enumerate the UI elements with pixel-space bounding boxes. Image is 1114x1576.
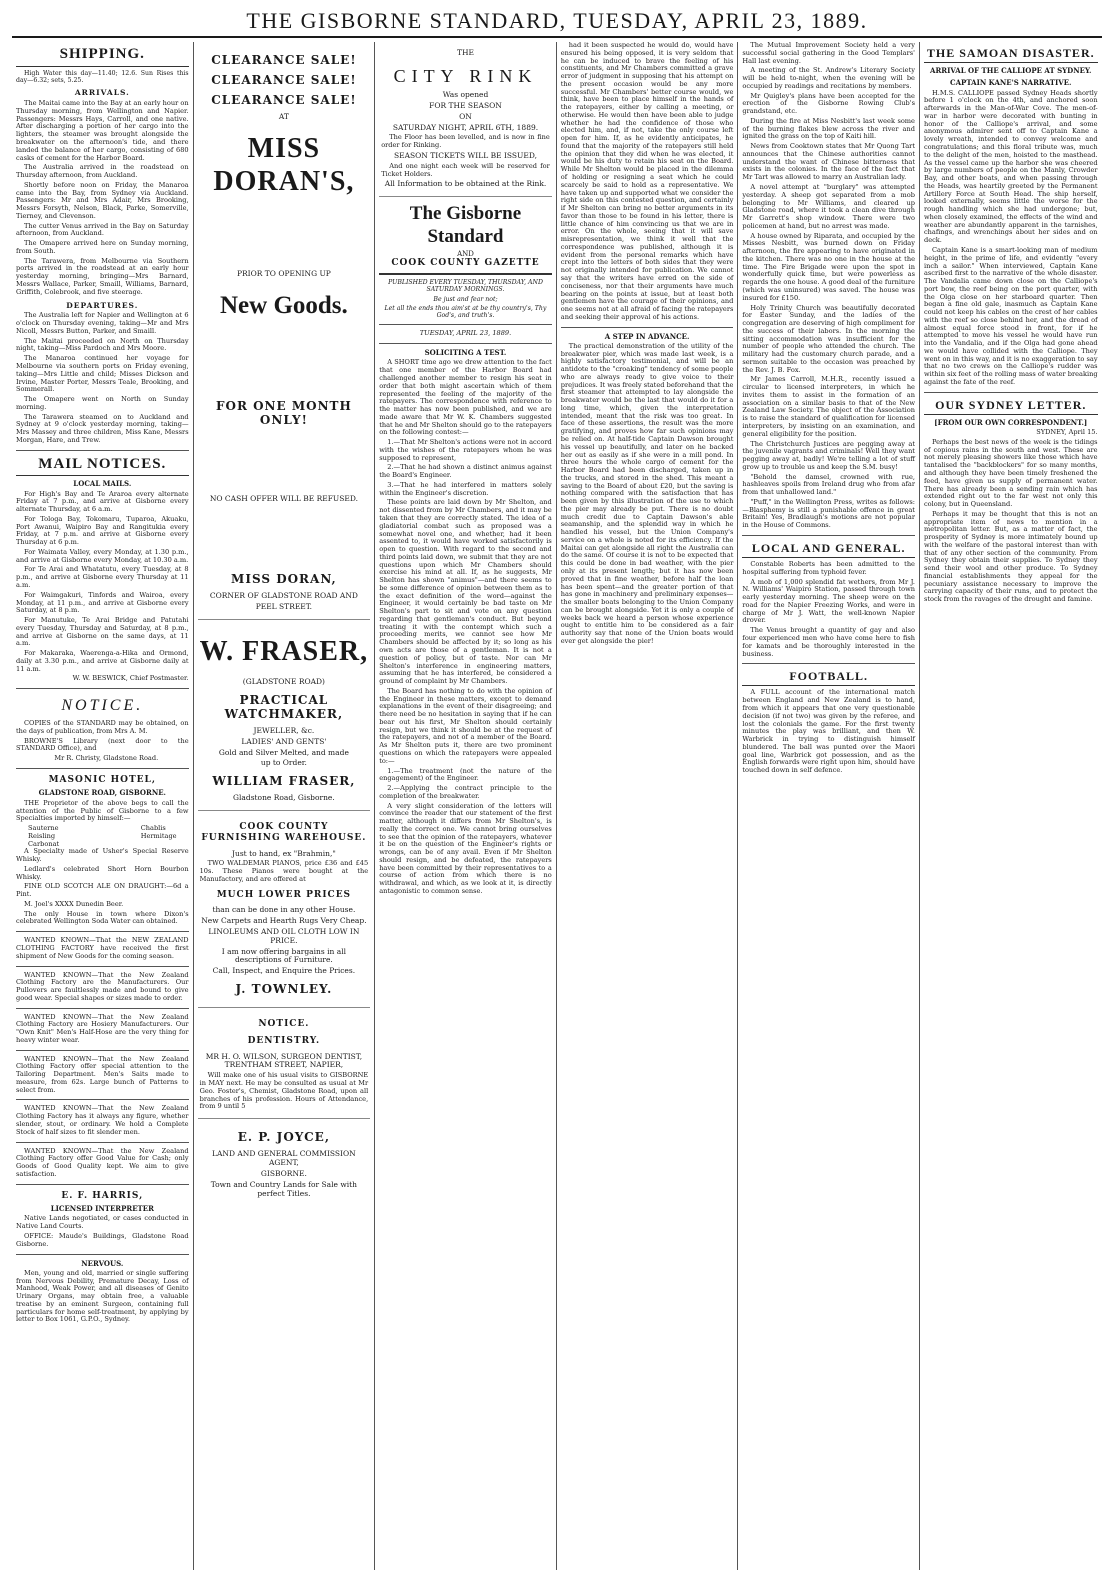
- editorial-para: 2.—That he had shown a distinct animus against the Board's Engineer.: [379, 463, 552, 480]
- departure-item: The Maitai proceeded on North on Thursday night, taking—Miss Pardoch and Mrs Moore.: [16, 336, 189, 353]
- divider: [16, 768, 189, 769]
- hotel-heading: MASONIC HOTEL,: [48, 774, 156, 785]
- notice-line: BROWNE'S Library (next door to the STANDARD Office), and: [16, 736, 189, 753]
- joyce-line: LAND AND GENERAL COMMISSION AGENT,: [212, 1149, 356, 1168]
- local-mails-heading: LOCAL MAILS.: [73, 479, 132, 489]
- divider: [379, 343, 552, 344]
- news-para: Holy Trinity Church was beautifully decorated for Easter Sunday, and the ladies of the congregation are deserving of high compliment for the success of their labors. In the morning the sitting accommodation was insufficient for the number of people who attended the church. The military had the customary church parade, and a sermon suitable to the occasion was preached by the Rev. J. B. Fox.: [742, 303, 915, 374]
- editorial-para: 3.—That he had interfered in matters solely within the Engineer's discretion.: [379, 480, 552, 497]
- mail-item: For Te Arai and Whatatutu, every Tuesday, at 8 p.m., and arrive at Gisborne every Thursday at 11 a.m.: [16, 565, 189, 589]
- opened-text: Was opened: [442, 90, 489, 100]
- gold-text: Gold and Silver Melted, and made: [218, 747, 349, 757]
- samoan-para: H.M.S. CALLIOPE passed Sydney Heads shortly before 1 o'clock on the 4th, and anchored soon afterwards in the Man-of-War Cove. The men-of-war in harbor were decorated with bunting in honor of the Calliope's arrival, and some anonymous admirer sent off to Captain Kane a lovely wreath, intended to convey welcome and congratulations; and this floral tribute was, much to the delight of the men, hoisted to the masthead. As the vessel came up the harbor she was cheered by large numbers of people on the Manly, Crowder Bay, and other boats, and when passing through the Heads, was heartily greeted by the Permanent Artillery Force at South Head. The ship herself, looked externally, seems little the worse for the rough handling which she had undergone; but, when closely examined, the effects of the wind and weather are abundantly apparent in the tarnishes, chafings, and wrenchings about her sides and on deck.: [923, 88, 1098, 245]
- local-para: Constable Roberts has been admitted to the hospital suffering from typhoid fever.: [742, 560, 915, 576]
- news-para: News from Cooktown states that Mr Quong Tart announces that the Chinese authorities cannot understand the want of Chinese bitterness that exists in the colonies. In the face of the fact that Mr Tart was allowed to marry an Australian lady.: [742, 142, 915, 182]
- doran-advert: [198, 42, 371, 620]
- harris-heading: E. F. HARRIS,: [61, 1190, 144, 1201]
- wanted-ad: WANTED KNOWN—That the New Zealand Clothing Factory offer Good Value for Cash; only Goods of Good Quality kept. We aim to give satisfaction.: [16, 1146, 189, 1178]
- sydney-sub: [FROM OUR OWN CORRESPONDENT.]: [934, 417, 1088, 427]
- newspaper-title: THE GISBORNE STANDARD, TUESDAY, APRIL 23, 1889.: [246, 8, 868, 33]
- joyce-line: GISBORNE.: [260, 1168, 307, 1178]
- news-para: A house owned by Riparata, and occupied by the Misses Nesbitt, was burned down on Friday afternoon, the fire appearing to have originated in the kitchen. There was no one in the house at the time. The Fire Brigade were upon the spot in wonderfully quick time, but were powerless as regards the one house. A good deal of the furniture (which was uninsured) was saved. The house was insured for £150.: [742, 231, 915, 302]
- local-heading: LOCAL AND GENERAL.: [742, 541, 915, 558]
- departure-item: The Tarawera steamed on to Auckland and Sydney at 9 o'clock yesterday morning, taking—Mrs Massey and three children, Miss Kane, Messrs Morgan, Hare, and Trew.: [16, 412, 189, 444]
- editorial-para: 1.—The treatment (not the nature of the engagement) of the Engineer.: [379, 766, 552, 783]
- divider: [379, 324, 552, 325]
- wanted-ad: WANTED KNOWN—That the New Zealand Clothing Factory are the Manufacturers. Our Pullovers are faultlessly made and bound to give good wear. Special shapes or sizes made to order.: [16, 970, 189, 1002]
- bargains-text: I am now offering bargains in all descriptions of Furniture.: [221, 946, 346, 965]
- editorial-para: 1.—That Mr Shelton's actions were not in accord with the wishes of the ratepayers whom he was supposed to represent,: [379, 438, 552, 462]
- spacer: [200, 433, 369, 493]
- floor-text: The Floor has been levelled, and is now in fine order for Rinking.: [381, 133, 550, 150]
- specialty: Reisling: [28, 831, 56, 840]
- specialty: Chablis: [140, 824, 166, 833]
- flag-and: AND: [457, 250, 474, 259]
- flag-sub: COOK COUNTY GAZETTE: [391, 258, 540, 269]
- arrival-item: The Maitai came into the Bay at an early hour on Thursday morning, from Wellington and Napier. Passengers: Messrs Hays, Carroll, and one native. After discharging a portion of her cargo into the lighters, the steamer was brought alongside the breakwater on the afternoon's tide, and there landed the balance of her cargo, consisting of 680 casks of cement for the Harbor Board.: [16, 99, 189, 162]
- column-3: [375, 42, 557, 1570]
- divider: [16, 688, 189, 689]
- dentist-advert: [198, 1008, 371, 1119]
- than-text: than can be done in any other House.: [212, 905, 356, 915]
- wilson-body: Will make one of his usual visits to GISBORNE in MAY next. He may be consulted as usual at Mr Geo. Foster's, Chemist, Gladstone Road, upon all branches of his profession. Hours of Attendance, from 9 until 5: [199, 1071, 369, 1111]
- divider: [742, 535, 915, 536]
- clearance-line: CLEARANCE SALE!: [211, 53, 357, 67]
- hotel-line: M. Joel's XXXX Dunedin Beer.: [24, 899, 124, 908]
- specialty: Carbonat: [28, 839, 60, 848]
- news-para: The Christchurch Justices are pegging away at the juvenile vagrants and criminals! Well they want pegging away at, badly! We're telling a lot of stuff grow up to trouble us and keep the S.M. busy!: [742, 439, 915, 471]
- column-6: [920, 42, 1102, 1570]
- divider: [16, 1099, 189, 1100]
- city-rink-title: CITY RINK: [393, 65, 538, 86]
- wanted-ad: WANTED KNOWN—That the New Zealand Clothing Factory are Hosiery Manufacturers. Our "Own Knit" Men's Half-Hose are the very thing for heavy winter wear.: [16, 1012, 189, 1044]
- masthead: [12, 6, 1102, 38]
- hotel-line: Ledlard's celebrated Short Horn Bourbon Whisky.: [16, 864, 189, 881]
- mail-item: For Tologa Bay, Tokomaru, Tuparoa, Akuaku, Port Awanui, Waipiro Bay and Rangitukia every Friday, at 7 p.m. and arrive at Gisborne every Thursday at 6 p.m.: [16, 514, 189, 547]
- arrival-item: The Australia arrived in the roadstead on Thursday afternoon, from Auckland.: [16, 163, 189, 180]
- mail-item: For Waimata Valley, every Monday, at 1.30 p.m., and arrive at Gisborne every Monday, at 10.30 a.m.: [16, 547, 189, 564]
- arrival-item: Shortly before noon on Friday, the Manaroa came into the Bay, from Sydney via Auckland. Passengers: Mr and Mrs Adair, Mrs Brooking, Messrs Forsyth, Nelson, Black, Parke, Somerville, Tierney, and Clevenson.: [16, 180, 189, 220]
- notice-line: Mr R. Christy, Gladstone Road.: [54, 754, 159, 763]
- column-5: [738, 42, 920, 1570]
- samoan-heading: THE SAMOAN DISASTER.: [924, 46, 1098, 63]
- samoan-sub2: CAPTAIN KANE'S NARRATIVE.: [950, 78, 1072, 88]
- departure-item: The Omapere went on North on Sunday morning.: [16, 395, 189, 411]
- editorial-heading: SOLICITING A TEST.: [424, 348, 507, 358]
- tickets-text: SEASON TICKETS WILL BE ISSUED,: [393, 150, 537, 160]
- townley-name: J. TOWNLEY.: [235, 982, 333, 997]
- onenight-text: And one night each week will be reserved for Ticket Holders.: [381, 161, 550, 178]
- arrival-item: The cutter Venus arrived in the Bay on Saturday afternoon, from Auckland.: [16, 221, 189, 238]
- dateline: TUESDAY, APRIL 23, 1889.: [419, 329, 512, 338]
- season-text: FOR THE SEASON: [429, 100, 502, 110]
- samoan-para: Captain Kane is a smart-looking man of medium height, in the prime of life, and evidently "every inch a sailor." When interviewed, Captain Kane ascribed first to the narrative of the whole disaster. The Vandalia came down close on the Calliope's port bow, the reef being on the port quarter, with the Olga close on her starboard quarter. Then began a fine old gale, inasmuch as Captain Kane could not keep his cables on the crest of her cables with the reef so close behind her, and the dread of almost equal force stood in front, for if he attempted to move his vessel he would have run into the Vandalia, and if the Olga had gone ahead we would have collided with the Calliope. They went on in this way, and it is no exaggeration to say that no two crews on the Calliope's rudder was within six feet of the rolling mass of water breaking against the fate of the reef.: [923, 245, 1098, 386]
- editorial-para: A very slight consideration of the letters will convince the reader that our statement of the first matter, although it differs from Mr Shelton's, is really the correct one. We cannot bring ourselves to see that the opinion of the ratepayers, whatever it be on the question of the Engineer's rights or wrongs, can be of any avail. Even if Mr Shelton should resign, and be defeated, the ratepayers have been committed by their representatives to a course of action from which there is no withdrawal, and which, as we look at it, is directly antagonistic to common sense.: [379, 801, 552, 895]
- columns: [12, 42, 1102, 1570]
- rink-date: SATURDAY NIGHT, APRIL 6TH, 1889.: [392, 122, 539, 132]
- published-text: PUBLISHED EVERY TUESDAY, THURSDAY, AND SATURDAY MORNINGS.: [388, 278, 543, 294]
- prior-text: PRIOR TO OPENING UP: [236, 269, 331, 279]
- clearance-line: CLEARANCE SALE!: [211, 73, 357, 88]
- departure-item: The Australia left for Napier and Wellington at 6 o'clock on Thursday evening, taking—Mr and Mrs Nicoll, Messrs Button, Parker, and Smaill.: [16, 311, 189, 335]
- arrivals-heading: ARRIVALS.: [74, 88, 130, 98]
- peel-text: PEEL STREET.: [255, 601, 313, 611]
- editorial-para: 2.—Applying the contract principle to the completion of the breakwater.: [379, 784, 552, 800]
- football-para: A FULL account of the international match between England and New Zealand is to hand, from which it appears that one very questionable decision (if not two) was given by the referee, and lost the colonials the game. For the first twenty minutes the play was brilliant, and then W. Warbrick in trying to distinguish himself blundered. The ball was punted over the Maori goal line, Warbrick got possession, and as the English forwards were right upon him, should have touched down in self defence.: [742, 688, 915, 775]
- practical-text: PRACTICAL WATCHMAKER,: [224, 692, 344, 721]
- divider: [924, 392, 1098, 393]
- hotel-specialties: [16, 825, 189, 848]
- step-heading: A STEP IN ADVANCE.: [604, 331, 690, 341]
- column-1: [12, 42, 194, 1570]
- rink-the: THE: [456, 48, 474, 57]
- divider: [16, 931, 189, 932]
- spacer: [200, 208, 369, 268]
- arrival-item: The Omapere arrived here on Sunday morning, from South.: [16, 239, 189, 255]
- mail-item: For Manutuke, Te Arai Bridge and Patutahi every Tuesday, Thursday and Saturday, at 8 p.m., and arrive at Gisborne on the same days, at 11 a.m.: [16, 616, 189, 648]
- departures-heading: DEPARTURES.: [66, 300, 139, 310]
- local-para: A mob of 1,000 splendid fat wethers, from Mr J. N. Williams' Waipiro Station, passed through town early yesterday morning. The sheep were on the road for the Napier Freezing Works, and were in charge of Mr J. Watt, the well-known Napier drover.: [742, 577, 915, 625]
- city-rink-advert: [379, 42, 552, 197]
- new-goods-title: New Goods.: [219, 292, 348, 320]
- sydney-para: Perhaps the best news of the week is the tidings of copious rains in the south and west. These are not merely pleasing showers like those which have tantalised the "backblockers" for so many months, and although they have been timely freshened the feed, have given us supply of permanent water. There has already been a sending rain which has extended right out to the far west not only this colony, but in Queensland.: [923, 437, 1098, 509]
- no-cash-text: NO CASH OFFER WILL BE REFUSED.: [209, 494, 358, 504]
- clearance-line: CLEARANCE SALE!: [211, 93, 357, 108]
- notice-heading: NOTICE.: [61, 697, 144, 715]
- joyce-line: Town and Country Lands for Sale with perfect Titles.: [210, 1179, 358, 1198]
- shipping-heading: SHIPPING.: [16, 46, 189, 67]
- divider: [16, 1184, 189, 1185]
- divider: [16, 450, 189, 451]
- miss-doran-title: MISS DORAN'S,: [213, 133, 355, 198]
- on-text: ON: [459, 111, 472, 121]
- one-month-text: FOR ONE MONTH ONLY!: [215, 398, 352, 427]
- spacer: [200, 506, 369, 566]
- divider: [16, 1050, 189, 1051]
- mail-item: For Makaraka, Waerenga-a-Hika and Ormond, daily at 3.30 p.m., and arrive at Gisborne daily at 11 a.m.: [16, 649, 189, 673]
- specialty: Hermitage: [140, 831, 177, 840]
- sydney-date: SYDNEY, April 15.: [1036, 428, 1098, 437]
- miss-doran-name: MISS DORAN,: [231, 571, 337, 586]
- column-2: [194, 42, 376, 1570]
- departure-item: The Manaroa continued her voyage for Melbourne via southern ports on Friday evening, taking—Mrs Little and child; Misses Dickson and Irvine, Master Porter, Messrs Teale, Brooking, and Sommerall.: [16, 354, 189, 394]
- tides: High Water this day—11.40; 12.6. Sun Rises this day—6.32; sets, 5.25.: [16, 69, 189, 84]
- paper-flag: The Gisborne Standard: [409, 203, 522, 247]
- ladies-text: LADIES' AND GENTS': [241, 736, 327, 746]
- notice-line: COPIES of the STANDARD may be obtained, on the days of publication, from Mrs A. M.: [16, 719, 189, 735]
- wilson-name: MR H. O. WILSON, SURGEON DENTIST, TRENTHAM STREET, NAPIER,: [205, 1051, 363, 1070]
- news-para: Mr Quigley's plans have been accepted for the erection of the Gisborne Rowing Club's grandstand, etc.: [742, 91, 915, 116]
- call-text: Call, Inspect, and Enquire the Prices.: [212, 966, 356, 976]
- divider: [379, 273, 552, 275]
- lino-text: LINOLEUMS AND OIL CLOTH LOW IN PRICE.: [208, 926, 360, 945]
- fraser-title: W. FRASER,: [199, 635, 369, 667]
- hotel-line: FINE OLD SCOTCH ALE ON DRAUGHT:—6d a Pint.: [16, 882, 189, 899]
- carpets-text: New Carpets and Hearth Rugs Very Cheap.: [201, 916, 367, 926]
- joyce-name: E. P. JOYCE,: [237, 1130, 331, 1145]
- specialties-right: [141, 825, 177, 848]
- sydney-para: Perhaps it may be thought that this is not an appropriate item of news to mention in a metropolitan letter. But, as a matter of fact, the prosperity of Sydney is more intimately bound up with the welfare of the pastoral interest than with that of any other section of the community. From Sydney they obtain their supplies. To Sydney they send their wool and other produce. To Sydney financial establishments they appeal for the pecuniary assistance necessary to improve the carrying capacity of their runs, and to protect the stock from the ravages of the drought and famine.: [923, 509, 1098, 604]
- editorial-para: A SHORT time ago we drew attention to the fact that one member of the Harbor Board had challenged another member to resign his seat in order that both might ascertain which of them represented the feeling of the majority of the ratepayers. The correspondence with reference to the matter has now been published, and we are made aware that Mr W. K. Chambers suggested that he and Mr Shelton should go to the ratepayers on the following contest:—: [379, 358, 552, 437]
- hotel-line: The only House in town where Dixon's celebrated Wellington Soda Water can obtained.: [16, 909, 189, 926]
- dentistry-title: DENTISTRY.: [247, 1035, 321, 1046]
- column-4: [557, 42, 739, 1570]
- football-heading: FOOTBALL.: [742, 669, 915, 686]
- nervous-heading: NERVOUS.: [81, 1258, 124, 1268]
- harris-line: Native Lands negotiated, or cases conducted in Native Land Courts.: [16, 1214, 189, 1231]
- fraser-address: (GLADSTONE ROAD): [242, 676, 325, 686]
- william-address: Gladstone Road, Gisborne.: [233, 793, 335, 803]
- fraser-advert: [198, 620, 371, 812]
- news-para: "Puff," in the Wellington Press, writes as follows:—Blasphemy is still a punishable offence in great Britain! Yes, Bradlaugh's motions are not popular in the House of Commons.: [742, 497, 915, 530]
- wanted-ad: WANTED KNOWN—That the New Zealand Clothing Factory offer special attention to the Tailoring Department. Men's Saits made to measure, from 62s. Large bunch of Patterns to select from.: [16, 1054, 189, 1094]
- joyce-advert: [198, 1119, 371, 1205]
- divider: [16, 966, 189, 967]
- pianos-text: TWO WALDEMAR PIANOS, price £36 and £45 10s. These Pianos were bought at the Manufactory, and are offered at: [199, 859, 369, 883]
- motto-line: Let all the ends thou aim'st at be thy country's, Thy God's, and truth's.: [384, 304, 547, 320]
- postmaster: W. W. BESWICK, Chief Postmaster.: [72, 674, 189, 683]
- townley-advert: [198, 811, 371, 1008]
- news-para: Mr James Carroll, M.H.R., recently issued a circular to licensed interpreters, in which he invites them to assist in the formation of an association on a similar basis to that of the New Zealand Law Society. The object of the Association is to raise the standard of qualification for licensed interpreters, by insisting on an examination, and general eligibility for the position.: [742, 375, 915, 438]
- hotel-sub: GLADSTONE ROAD, GISBORNE.: [38, 788, 166, 798]
- info-text: All Information to be obtained at the Rink.: [384, 179, 547, 189]
- spacer: [200, 333, 369, 393]
- wanted-ad: WANTED KNOWN—That the New Zealand Clothing Factory has it always any figure, whether slender, stout, or ordinary. We hold a Complete Stock of half sizes to fit slender men.: [16, 1104, 189, 1136]
- harris-line: LICENSED INTERPRETER: [50, 1204, 154, 1214]
- editorial-para: These points are laid down by Mr Shelton, and not dissented from by Mr Chambers, and it may be taken that they are correctly stated. The idea of a gladiatorial combat such as proposed was a somewhat novel one, and whether, had it been assented to, it would have worked satisfactorily is open to question. With regard to the second and third points laid down, we submit that they are not questions upon which Mr Chambers should exercise his mind at all. If, as he suggests, Mr Shelton has shown "animus"—and there seems to be some difference of opinion between them as to the exact definition of the word—against the Engineer, it would certainly be bad taste on Mr Shelton's part to sit and vote on any question regarding that gentleman's conduct. But beyond treating it with the contempt which such a proceeding merits, we cannot see how Mr Chambers should be affected by it; so long as his own acts are those of a gentleman. It is not a question of policy, but of taste. Nor can Mr Shelton's interference in engineering matters, assuming that he has interfered, be considered a ground of complaint by Mr Chambers.: [379, 498, 552, 686]
- hotel-intro: THE Proprietor of the above begs to call the attention of the Public of Gisborne to a few Specialties imported by himself:—: [16, 798, 189, 823]
- divider: [16, 1142, 189, 1143]
- specialties-left: [28, 825, 59, 848]
- divider: [16, 1008, 189, 1009]
- at-text: AT: [278, 112, 289, 122]
- mail-heading: MAIL NOTICES.: [16, 456, 189, 477]
- order-text: up to Order.: [260, 758, 307, 768]
- hotel-line: A Specialty made of Usher's Special Reserve Whisky.: [16, 847, 189, 864]
- sydney-heading: OUR SYDNEY LETTER.: [924, 398, 1098, 415]
- motto-line: Be just and fear not;: [433, 295, 498, 303]
- notice-title: NOTICE.: [258, 1019, 310, 1030]
- nervous-body: Men, young and old, married or single suffering from Nervous Debility, Premature Decay, Loss of Manhood, Weak Power, and all diseases of Genito Urinary Organs, may obtain free, a valuable treatise by an eminent Surgeon, containing full particulars for home self-treatment, by applying by letter to Box 1061, G.P.O., Sydney.: [16, 1268, 189, 1324]
- harris-line: OFFICE: Maude's Buildings, Gladstone Road Gisborne.: [16, 1231, 189, 1248]
- ex-text: Just to hand, ex "Brahmin,": [232, 848, 336, 858]
- news-para: During the fire at Miss Nesbitt's last week some of the burning flakes blew across the river and ignited the grass on the top of Kaiti hill.: [742, 116, 915, 141]
- mail-item: For High's Bay and Te Araroa every alternate Friday at 7 p.m., and arrive at Gisborne every alternate Thursday, at 6 a.m.: [16, 489, 189, 514]
- mail-item: For Waimgakuri, Tinfords and Wairoa, every Monday, at 11 p.m., and arrive at Gisborne every Saturday, at 8 p.m.: [16, 590, 189, 615]
- arrival-item: The Tarawera, from Melbourne via Southern ports arrived in the roadstead at an early hour yesterday morning, bringing—Mrs Barnard, Messrs Wallace, Parker, Smaill, Williams, Barnard, Griffith, Colebrook, and five steerage.: [16, 256, 189, 296]
- divider: [561, 327, 734, 328]
- corner-text: CORNER OF GLADSTONE ROAD AND: [209, 591, 358, 601]
- editorial-para: The practical demonstration of the utility of the breakwater pier, which was made last week, is a highly satisfactory testimonial, and will be an antidote to the "croaking" tendency of some people who are always ready to give voice to their prejudices. It was freely stated beforehand that the first steamer that attempted to lay alongside the breakwater would be the last that would do it for a long time, which, given the interpretation intended, meant that the risk was too great. In face of these assertions, the result was the more gratifying, and proves how far such opinions may be relied on. At half-tide Captain Dawson brought his vessel up beautifully, and later on he backed her out as easily as if she were in a mill pond. In three hours the whole cargo of cement for the Harbor Board had been discharged, taken up in the trucks, and stored in the shed. This meant a saving to the Board of about £20, but the saving is nothing compared with the satisfaction that has been given by this illustration of the use to which the pier may already be put. There is no doubt much credit due to Captain Dawson's able seamanship, and the splendid way in which he handled his vessel, but the Union Company's service on a whole is noted for its efficiency. If the Maitai can get alongside all right the Australia can do the same. Of course it is not to be expected that this could be done in bad weather, with the pier only at its present length; but it has now been proved that in fine weather, before half the loan has been spent—and the greater portion of that has gone in machinery and preliminary expenses—the smaller boats belonging to the Union Company can be brought alongside. Yet it is only a couple of weeks back we heard a person whose experience ought to entitle him to be considered as a fair authority say that none of the Union boats would ever get alongside the pier!: [560, 341, 734, 645]
- local-para: The Venus brought a quantity of gay and also four experienced men who have come here to fish for kamats and be thoroughly interested in the business.: [742, 626, 915, 658]
- news-para: "Behold the damsel, crowned with rue, hashleaves spoils from Ireland drug who from afar from that unhallowed land.": [742, 472, 915, 497]
- cook-county-title: COOK COUNTY FURNISHING WAREHOUSE.: [201, 822, 367, 843]
- news-para: A meeting of the St. Andrew's Literary Society will be held to-night, when the evening will be occupied by readings and recitations by members.: [742, 66, 915, 90]
- editorial-para: had it been suspected he would do, would have ensured his being opposed, it is very seldom that he can be induced to brave the feeling of his constituents, and Mr Chambers committed a grave error of judgment in supposing that his attempt on the present occasion would be any more successful. Mr Chambers' better course would, we think, have been to place himself in the hands of the ratepayers, either by calling a meeting, or otherwise. He would then have been able to judge whether he had the confidence of those who elected him, and, if not, take the only course left open for him. If, as he evidently anticipates, he found that the majority of the ratepayers still held the opinion that they did when he was elected, it would be his duty to retain his seat on the Board. While Mr Shelton would be placed in the dilemma of holding or resigning a seat which he could scarcely be said to hold as a representative. We have taken up and supported what we consider the right side on this contested question, and certainly if Mr Shelton can bring no better arguments in its favor than those to be found in his letter, there is little chance of him convincing us that we are in error. On the whole, seeing that it will save misrepresentation, we think it well that the correspondence was published, although it is evident from the personal remarks which have crept into the letters of both sides that they were not originally intended for publication. We cannot say that the writers have erred on the side of conciseness, nor that their arguments have much bearing on the points at issue, but at least both gentlemen have the courage of their opinions, and one seems not at all afraid of facing the ratepayers and seeking their approval of his actions.: [560, 42, 734, 321]
- news-para: The Mutual Improvement Society held a very successful social gathering in the Good Templars' Hall last evening.: [742, 42, 915, 65]
- divider: [16, 1254, 189, 1255]
- specialty: Sauterne: [28, 824, 59, 833]
- divider: [742, 663, 915, 664]
- william-fraser: WILLIAM FRASER,: [212, 774, 356, 789]
- samoan-sub: ARRIVAL OF THE CALLIOPE AT SYDNEY.: [930, 66, 1092, 76]
- news-para: A novel attempt at "burglary" was attempted yesterday. A sheep got separated from a mob belonging to Mr Williams, and cleared up Gladstone road, where it took a clean dive through Mr Garrett's shop window. There were two policemen at hand, but no arrest was made.: [742, 183, 915, 230]
- jeweller-text: JEWELLER, &c.: [253, 725, 315, 735]
- much-lower: MUCH LOWER PRICES: [216, 889, 352, 900]
- editorial-para: The Board has nothing to do with the opinion of the Engineer in these matters, except to demand explanations in the event of their disagreeing; and there need be no hesitation in saying that if he can bear out his first, Mr Shelton should certainly resign, but we think it should be at the request of the ratepayers, and not of a member of the Board. As Mr Shelton puts it, there are two prominent questions on which the ratepayers were appealed to:—: [379, 686, 552, 765]
- wanted-ad: WANTED KNOWN—That the NEW ZEALAND CLOTHING FACTORY have received the first shipment of New Goods for the coming season.: [16, 936, 189, 960]
